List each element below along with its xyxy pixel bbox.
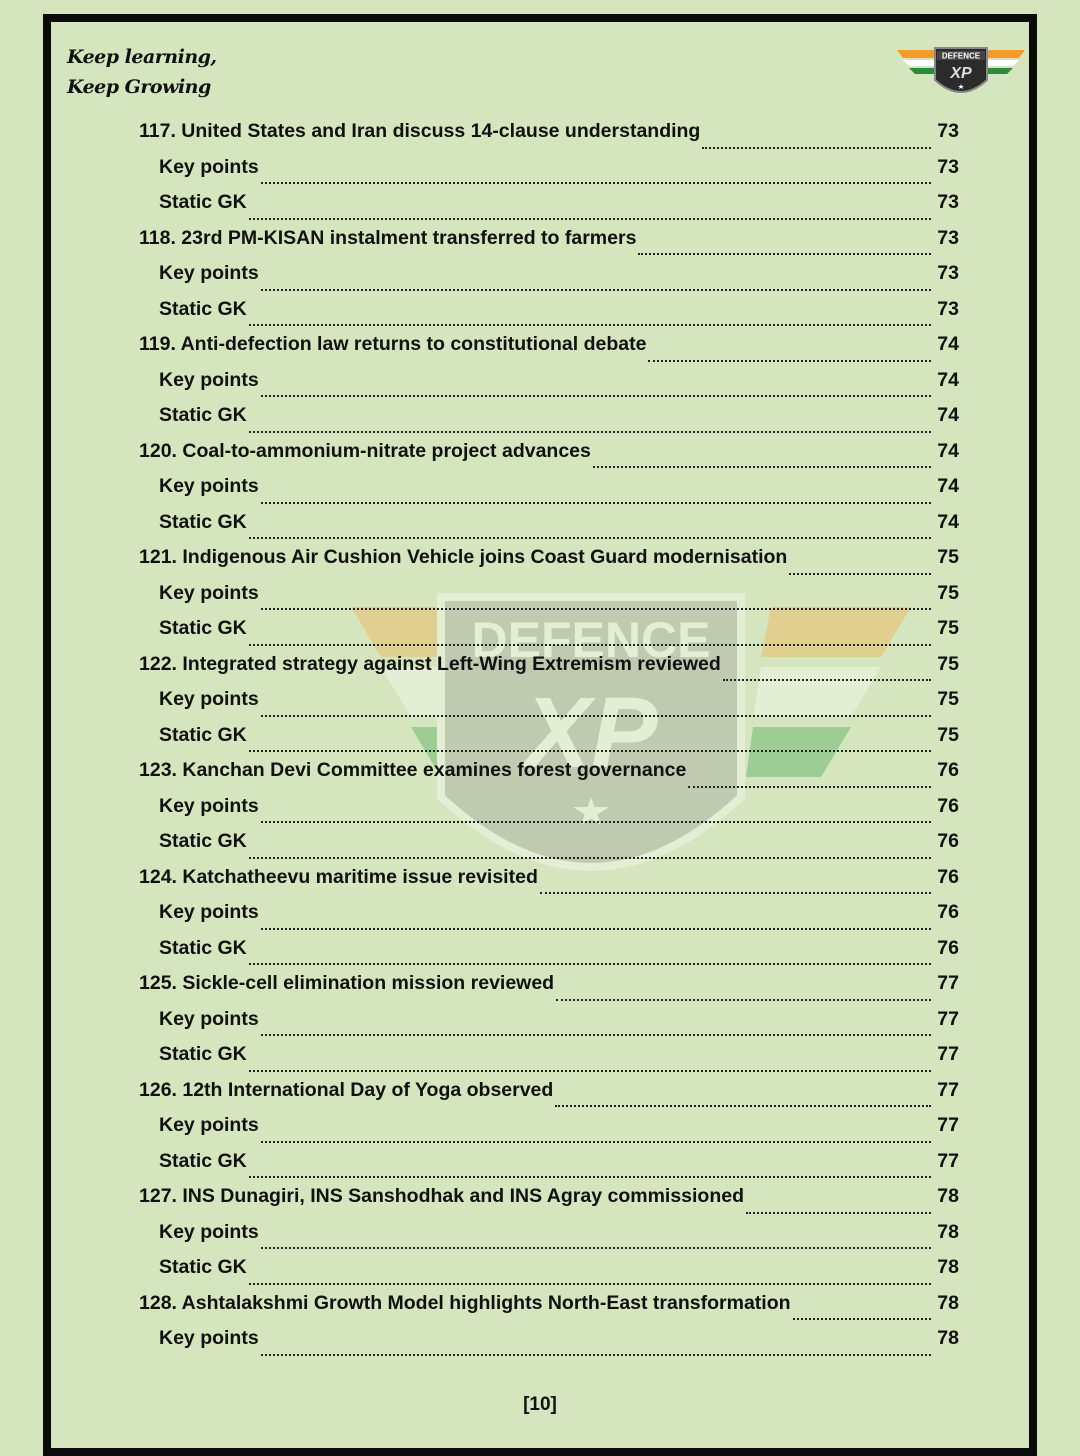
toc-entry[interactable]: [139, 1292, 959, 1328]
toc-dot-leader: [249, 537, 931, 539]
toc-entry-title: Key points: [159, 1327, 259, 1349]
toc-subentry[interactable]: [139, 156, 959, 192]
toc-entry-title: Key points: [159, 262, 259, 284]
toc-entry-page: 78: [937, 1185, 959, 1207]
toc-dot-leader: [249, 218, 931, 220]
toc-subentry[interactable]: [139, 369, 959, 405]
toc-subentry[interactable]: [139, 191, 959, 227]
toc-entry-page: 74: [937, 368, 959, 391]
toc-subentry[interactable]: [139, 1150, 959, 1186]
toc-entry-page: 78: [937, 1327, 959, 1349]
toc-entry-page: 76: [937, 865, 959, 888]
toc-dot-leader: [261, 182, 931, 184]
toc-dot-leader: [593, 466, 931, 468]
toc-dot-leader: [261, 1034, 931, 1036]
toc-entry-page: 73: [937, 191, 959, 213]
toc-dot-leader: [540, 892, 931, 894]
logo-text-bottom: XP: [950, 65, 972, 82]
motto-line-2: Keep Growing: [67, 76, 211, 98]
toc-dot-leader: [249, 857, 931, 859]
toc-entry-page: 77: [937, 1043, 959, 1065]
toc-dot-leader: [249, 644, 931, 646]
toc-entry-title: 126. 12th International Day of Yoga observed: [139, 1078, 554, 1101]
toc-entry[interactable]: [139, 1079, 959, 1115]
toc-entry-page: 73: [937, 262, 959, 284]
page-number: [10]: [523, 1394, 557, 1415]
defence-xp-logo: [897, 46, 1025, 104]
toc-entry-page: 77: [937, 1007, 959, 1030]
toc-entry-page: 74: [937, 333, 959, 355]
toc-subentry[interactable]: [139, 475, 959, 511]
motto-line-1: Keep learning,: [67, 46, 217, 68]
toc-subentry[interactable]: [139, 1114, 959, 1150]
toc-dot-leader: [261, 289, 931, 291]
toc-entry-title: 117. United States and Iran discuss 14-clause understanding: [139, 120, 701, 142]
toc-subentry[interactable]: [139, 1043, 959, 1079]
toc-entry-title: Key points: [159, 1220, 259, 1243]
toc-entry-page: 73: [937, 297, 959, 320]
toc-dot-leader: [249, 750, 931, 752]
toc-entry[interactable]: [139, 1185, 959, 1221]
toc-dot-leader: [746, 1212, 931, 1214]
toc-entry[interactable]: [139, 866, 959, 902]
toc-dot-leader: [249, 1283, 931, 1285]
toc-entry-title: Static GK: [159, 723, 247, 746]
toc-dot-leader: [249, 1070, 931, 1072]
table-of-contents: [139, 120, 959, 1363]
toc-entry-page: 76: [937, 901, 959, 923]
toc-entry[interactable]: [139, 227, 959, 263]
toc-entry-title: 120. Coal-to-ammonium-nitrate project advances: [139, 439, 591, 462]
toc-entry-title: Static GK: [159, 1149, 247, 1172]
toc-subentry[interactable]: [139, 688, 959, 724]
toc-entry-page: 73: [937, 226, 959, 249]
toc-subentry[interactable]: [139, 724, 959, 760]
toc-entry-title: Static GK: [159, 297, 247, 320]
toc-dot-leader: [261, 395, 931, 397]
toc-entry-title: Key points: [159, 368, 259, 391]
toc-entry-page: 73: [937, 120, 959, 142]
toc-entry-page: 74: [937, 404, 959, 426]
watermark-text-top: DEFENCE: [471, 612, 711, 668]
toc-entry[interactable]: [139, 972, 959, 1008]
toc-subentry[interactable]: [139, 795, 959, 831]
toc-dot-leader: [789, 573, 931, 575]
toc-entry-title: 118. 23rd PM-KISAN instalment transferred to farmers: [139, 226, 637, 249]
toc-dot-leader: [261, 928, 931, 930]
toc-subentry[interactable]: [139, 937, 959, 973]
toc-subentry[interactable]: [139, 830, 959, 866]
watermark-text-bottom: XP: [524, 677, 658, 789]
toc-dot-leader: [261, 715, 931, 717]
toc-entry-title: Key points: [159, 475, 259, 497]
toc-subentry[interactable]: [139, 582, 959, 618]
toc-subentry[interactable]: [139, 1221, 959, 1257]
toc-subentry[interactable]: [139, 1327, 959, 1363]
toc-dot-leader: [249, 963, 931, 965]
toc-entry[interactable]: [139, 333, 959, 369]
toc-entry-title: Static GK: [159, 1256, 247, 1278]
toc-entry-title: 127. INS Dunagiri, INS Sanshodhak and INS Agray commissioned: [139, 1185, 745, 1207]
header-motto: [67, 42, 217, 102]
toc-subentry[interactable]: [139, 511, 959, 547]
toc-entry-page: 75: [937, 723, 959, 746]
toc-entry-page: 75: [937, 581, 959, 604]
toc-entry[interactable]: [139, 546, 959, 582]
toc-dot-leader: [556, 999, 931, 1001]
toc-entry-title: 123. Kanchan Devi Committee examines forest governance: [139, 759, 687, 781]
toc-entry-page: 74: [937, 510, 959, 533]
toc-entry-page: 75: [937, 688, 959, 710]
toc-entry-title: Static GK: [159, 830, 247, 852]
toc-dot-leader: [688, 786, 931, 788]
toc-dot-leader: [723, 679, 931, 681]
toc-dot-leader: [648, 360, 931, 362]
toc-dot-leader: [261, 608, 931, 610]
toc-subentry[interactable]: [139, 404, 959, 440]
toc-entry[interactable]: [139, 120, 959, 156]
toc-entry-title: Key points: [159, 688, 259, 710]
toc-dot-leader: [702, 147, 931, 149]
toc-entry[interactable]: [139, 759, 959, 795]
toc-entry-page: 75: [937, 652, 959, 675]
toc-entry[interactable]: [139, 440, 959, 476]
toc-dot-leader: [793, 1318, 931, 1320]
toc-entry-page: 77: [937, 972, 959, 994]
toc-entry-page: 75: [937, 546, 959, 568]
toc-subentry[interactable]: [139, 1256, 959, 1292]
toc-entry-title: Key points: [159, 1114, 259, 1136]
toc-dot-leader: [261, 821, 931, 823]
toc-entry[interactable]: [139, 653, 959, 689]
toc-dot-leader: [261, 1141, 931, 1143]
toc-entry-title: Key points: [159, 155, 259, 178]
toc-dot-leader: [638, 253, 931, 255]
toc-dot-leader: [249, 324, 931, 326]
logo-text-top: DEFENCE: [941, 51, 981, 61]
toc-entry-page: 78: [937, 1291, 959, 1314]
toc-entry-title: Static GK: [159, 936, 247, 959]
page: [43, 14, 1037, 1456]
toc-entry-title: Key points: [159, 794, 259, 817]
toc-dot-leader: [249, 1176, 931, 1178]
toc-entry-page: 73: [937, 155, 959, 178]
toc-subentry[interactable]: [139, 617, 959, 653]
toc-dot-leader: [261, 502, 931, 504]
toc-entry-page: 76: [937, 830, 959, 852]
toc-entry-title: Key points: [159, 1007, 259, 1030]
toc-entry-title: 128. Ashtalakshmi Growth Model highlights North-East transformation: [139, 1291, 791, 1314]
toc-entry-page: 78: [937, 1256, 959, 1278]
toc-entry-title: Key points: [159, 901, 259, 923]
toc-entry-title: Static GK: [159, 617, 247, 639]
toc-entry-title: 119. Anti-defection law returns to constitutional debate: [139, 333, 647, 355]
toc-dot-leader: [261, 1247, 931, 1249]
toc-entry-title: 121. Indigenous Air Cushion Vehicle joins Coast Guard modernisation: [139, 546, 788, 568]
toc-entry-page: 74: [937, 439, 959, 462]
toc-subentry[interactable]: [139, 1008, 959, 1044]
toc-entry-page: 77: [937, 1078, 959, 1101]
toc-entry-title: Key points: [159, 581, 259, 604]
toc-dot-leader: [555, 1105, 931, 1107]
toc-entry-page: 78: [937, 1220, 959, 1243]
toc-entry-page: 74: [937, 475, 959, 497]
toc-dot-leader: [261, 1354, 931, 1356]
toc-entry-title: Static GK: [159, 510, 247, 533]
toc-subentry[interactable]: [139, 262, 959, 298]
toc-entry-page: 76: [937, 936, 959, 959]
toc-entry-page: 76: [937, 759, 959, 781]
toc-entry-title: 125. Sickle-cell elimination mission reviewed: [139, 972, 555, 994]
toc-entry-title: Static GK: [159, 1043, 247, 1065]
toc-entry-page: 77: [937, 1114, 959, 1136]
toc-subentry[interactable]: [139, 901, 959, 937]
toc-dot-leader: [249, 431, 931, 433]
toc-entry-title: Static GK: [159, 404, 247, 426]
toc-subentry[interactable]: [139, 298, 959, 334]
toc-entry-page: 75: [937, 617, 959, 639]
toc-entry-page: 76: [937, 794, 959, 817]
toc-entry-title: 122. Integrated strategy against Left-Wing Extremism reviewed: [139, 652, 721, 675]
toc-entry-page: 77: [937, 1149, 959, 1172]
toc-entry-title: 124. Katchatheevu maritime issue revisited: [139, 865, 538, 888]
toc-entry-title: Static GK: [159, 191, 247, 213]
